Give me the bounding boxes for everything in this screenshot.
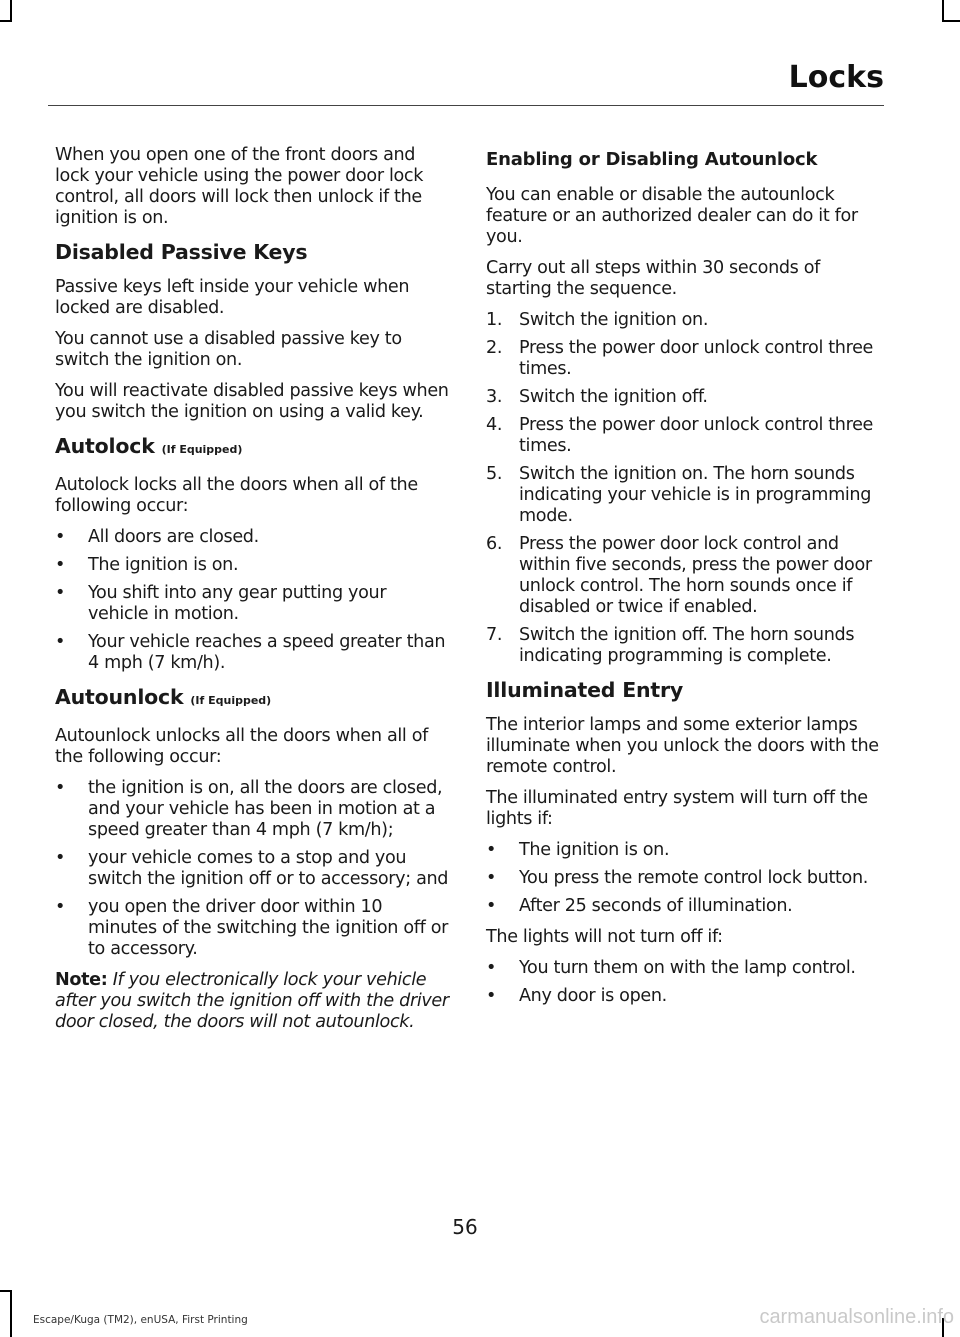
paragraph: You cannot use a disabled passive key to switch the ignition on.: [55, 329, 402, 370]
step-item: [486, 534, 881, 618]
crop-mark: [0, 1290, 12, 1292]
illuminated-entry-heading: Illuminated Entry: [486, 678, 684, 702]
page-title: Locks: [788, 60, 884, 95]
list-item: • You turn them on with the lamp control.: [486, 958, 881, 979]
list-item: • Your vehicle reaches a speed greater than 4 mph (7 km/h).: [55, 632, 450, 674]
step-item: [486, 625, 881, 667]
list-item: • The ignition is on.: [55, 555, 450, 576]
step-item: [486, 338, 881, 380]
autolock-list: [55, 527, 450, 674]
paragraph: Autounlock unlocks all the doors when all of the following occur:: [55, 726, 428, 767]
list-item: • the ignition is on, all the doors are closed, and your vehicle has been in motion at a speed greater than 4 mph (7 km/h);: [55, 778, 450, 841]
edition-footer: Escape/Kuga (TM2), enUSA, First Printing: [33, 1314, 248, 1326]
autolock-title: Autolock: [55, 434, 155, 458]
step-item: [486, 387, 881, 408]
step-number: 2.: [486, 338, 503, 358]
step-item: [486, 415, 881, 457]
autounlock-heading: [55, 684, 450, 714]
paragraph: You will reactivate disabled passive keys when you switch the ignition on using a valid key.: [55, 381, 449, 422]
step-item: [486, 464, 881, 527]
right-column: [486, 145, 881, 1017]
paragraph: The lights will not turn off if:: [486, 927, 723, 947]
step-number: 3.: [486, 387, 503, 407]
turn-off-list: [486, 840, 881, 917]
step-number: 7.: [486, 625, 503, 645]
paragraph: You can enable or disable the autounlock feature or an authorized dealer can do it for you.: [486, 185, 858, 247]
enabling-autounlock-heading: Enabling or Disabling Autounlock: [486, 149, 818, 170]
if-equipped-tag: (If Equipped): [161, 443, 243, 456]
step-text: Switch the ignition off. The horn sounds indicating programming is complete.: [519, 625, 855, 666]
note: [55, 970, 450, 1033]
steps-list: [486, 310, 881, 667]
list-item: • your vehicle comes to a stop and you switch the ignition off or to accessory; and: [55, 848, 450, 890]
disabled-passive-keys-heading: Disabled Passive Keys: [55, 240, 308, 264]
step-item: [486, 310, 881, 331]
list-item: • You shift into any gear putting your vehicle in motion.: [55, 583, 450, 625]
paragraph: Autolock locks all the doors when all of the following occur:: [55, 475, 418, 516]
autounlock-list: [55, 778, 450, 960]
step-number: 1.: [486, 310, 503, 330]
step-text: Press the power door lock control and within five seconds, press the power door unlock control. The horn sounds once if disabled or twice if enabled.: [519, 534, 872, 617]
step-number: 4.: [486, 415, 503, 435]
step-text: Switch the ignition on.: [519, 310, 709, 330]
paragraph: The interior lamps and some exterior lamps illuminate when you unlock the doors with the remote control.: [486, 715, 879, 777]
autolock-heading: [55, 433, 450, 463]
crop-mark: [10, 1290, 12, 1337]
list-item: • You press the remote control lock button.: [486, 868, 881, 889]
list-item: • The ignition is on.: [486, 840, 881, 861]
step-number: 5.: [486, 464, 503, 484]
crop-mark: [0, 20, 12, 22]
crop-mark: [942, 0, 944, 22]
crop-mark: [10, 0, 12, 22]
note-text: If you electronically lock your vehicle after you switch the ignition off with the driver door closed, the doors will not autounlock.: [55, 970, 449, 1032]
not-turn-off-list: [486, 958, 881, 1007]
watermark: carmanualsonline.info: [759, 1306, 954, 1328]
paragraph: Carry out all steps within 30 seconds of starting the sequence.: [486, 258, 821, 299]
list-item: • After 25 seconds of illumination.: [486, 896, 881, 917]
step-text: Press the power door unlock control three times.: [519, 415, 874, 456]
page-number: 56: [452, 1215, 478, 1239]
paragraph: The illuminated entry system will turn off the lights if:: [486, 788, 868, 829]
list-item: • you open the driver door within 10 minutes of the switching the ignition off or to accessory.: [55, 897, 450, 960]
list-item: • Any door is open.: [486, 986, 881, 1007]
step-number: 6.: [486, 534, 503, 554]
step-text: Switch the ignition off.: [519, 387, 708, 407]
autounlock-title: Autounlock: [55, 685, 184, 709]
paragraph: Passive keys left inside your vehicle when locked are disabled.: [55, 277, 410, 318]
if-equipped-tag: (If Equipped): [190, 694, 272, 707]
left-column: [55, 145, 450, 1043]
note-label: Note:: [55, 970, 108, 990]
intro-paragraph: When you open one of the front doors and lock your vehicle using the power door lock control, all doors will lock then unlock if the ignition is on.: [55, 145, 424, 228]
crop-mark: [942, 20, 960, 22]
list-item: • All doors are closed.: [55, 527, 450, 548]
header-rule: [48, 105, 884, 106]
step-text: Switch the ignition on. The horn sounds indicating your vehicle is in programming mode.: [519, 464, 872, 526]
step-text: Press the power door unlock control three times.: [519, 338, 874, 379]
